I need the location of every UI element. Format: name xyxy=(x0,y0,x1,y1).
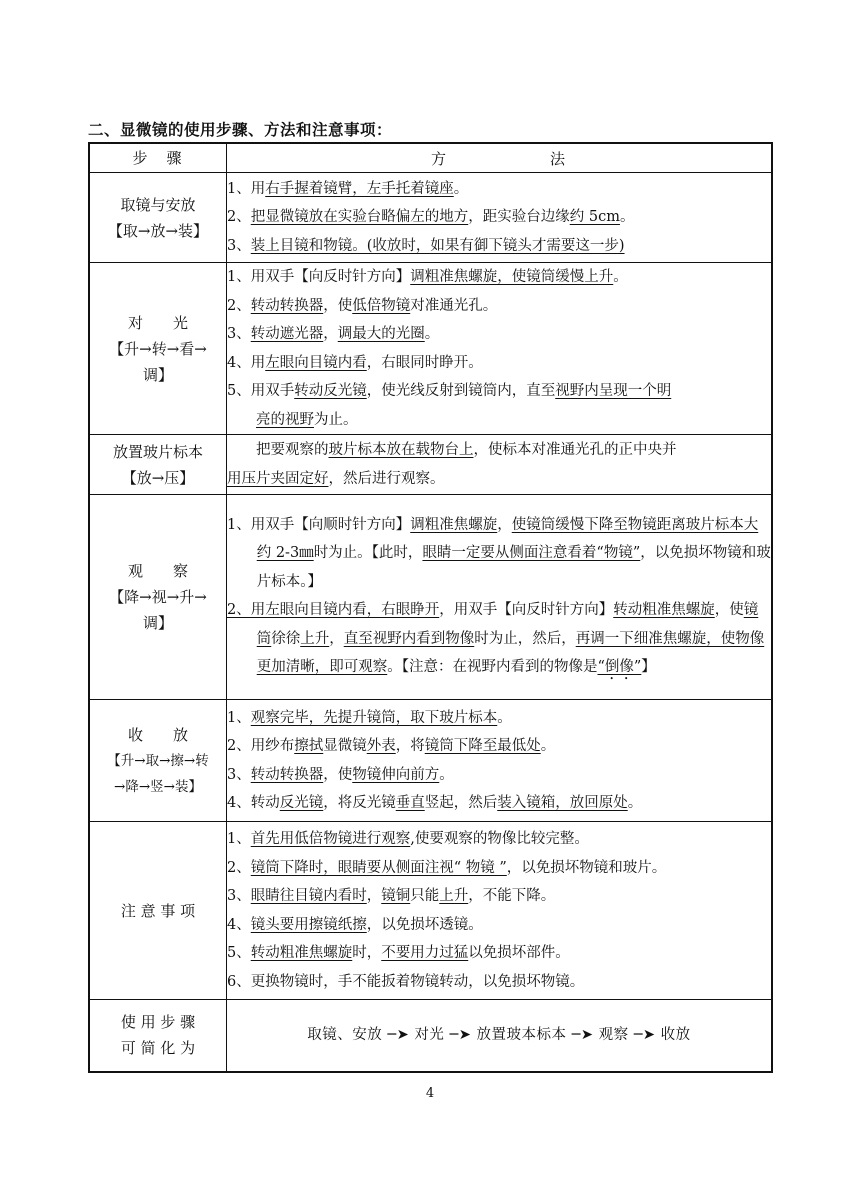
key-point: 眼睛一定要从侧面注意看着“物镜” xyxy=(422,545,641,562)
key-point: 转动转换器 xyxy=(250,766,324,783)
method-line xyxy=(227,825,771,854)
key-point: 观察完毕，先提升镜筒，取下玻片标本 xyxy=(250,709,498,726)
method-cell xyxy=(227,263,773,435)
text: 以免损坏部件。 xyxy=(468,945,570,961)
text: ， xyxy=(366,888,382,904)
key-point: 转动转换器 xyxy=(250,297,324,314)
method-line xyxy=(227,349,771,378)
text: ，不能下降。 xyxy=(468,888,556,904)
method-line xyxy=(227,732,771,761)
text: 。 xyxy=(453,180,469,197)
key-point: 垂直 xyxy=(395,795,425,811)
key-point: 擦拭 xyxy=(294,738,324,754)
text: 4、用 xyxy=(227,354,266,371)
section-heading: 二、显微镜的使用步骤、方法和注意事项： xyxy=(88,121,393,139)
method-line xyxy=(227,292,771,321)
key-point: 镜铜 xyxy=(381,888,411,904)
method-line xyxy=(227,320,771,349)
text: 竖起，然后 xyxy=(424,795,498,811)
text: 时为止。【此时， xyxy=(313,545,423,562)
key-point: 上升 xyxy=(439,888,469,904)
header-step: 步 骤 xyxy=(89,143,227,173)
text: ，使标本对准通光孔的正中央并 xyxy=(473,442,677,458)
key-point: 装入镜箱，放回原处 xyxy=(497,795,628,811)
text: 。 xyxy=(439,766,454,783)
text: 1、用双手【向反时针方向】 xyxy=(227,269,411,285)
step-cell xyxy=(89,495,227,700)
step-name: 使 用 步 骤 xyxy=(120,1013,196,1032)
key-point: 眼睛往目镜内看时 xyxy=(250,888,367,904)
method-line xyxy=(227,704,771,733)
text: ，将 xyxy=(395,738,425,754)
key-point: 上升 xyxy=(300,630,330,647)
table-row xyxy=(89,1000,772,1072)
key-point: 右手握着镜臂，左手托着镜座 xyxy=(265,180,454,197)
table-row xyxy=(89,435,772,495)
step-sequence: 【取→放→装】 xyxy=(107,221,209,240)
key-point: 反光镜 xyxy=(279,795,324,811)
method-line xyxy=(227,263,771,292)
method-line xyxy=(227,911,771,940)
key-point: 转动粗准焦螺旋 xyxy=(250,945,353,961)
key-point: 首先用低倍物镜进行观察 xyxy=(250,831,411,847)
text: 3、 xyxy=(227,888,251,904)
text: 。 xyxy=(497,709,512,726)
text: 3、 xyxy=(227,766,251,783)
key-point: 物镜伸向前方 xyxy=(352,766,440,783)
method-paragraph xyxy=(227,596,771,683)
text: 。 xyxy=(627,795,643,811)
method-line xyxy=(227,968,771,997)
text: ，距实验台边缘 xyxy=(468,209,570,226)
method-line xyxy=(227,175,771,204)
table-row xyxy=(89,700,772,822)
key-point: 外表 xyxy=(366,738,396,754)
table-row xyxy=(89,495,772,700)
key-point: 用压片夹固定好 xyxy=(227,470,329,487)
text: ，右眼同时睁开。 xyxy=(366,354,483,371)
key-point: 视野内呈现一个明 xyxy=(555,383,672,399)
step-cell xyxy=(89,173,227,263)
method-line xyxy=(227,882,771,911)
step-cell xyxy=(89,263,227,435)
method-line xyxy=(227,761,771,790)
method-cell xyxy=(227,495,773,700)
step-sequence: 【升→转→看→ xyxy=(109,339,207,358)
step-name: 注 意 事 项 xyxy=(120,901,196,920)
method-line xyxy=(227,436,771,465)
text: ，使 xyxy=(714,602,744,619)
key-point: 镜头要用擦镜纸擦 xyxy=(250,916,367,933)
text: 5、用双手 xyxy=(227,383,295,399)
text: 2、 xyxy=(227,209,251,226)
step-cell xyxy=(89,822,227,1000)
text: 为止。 xyxy=(314,411,358,428)
text: 。 xyxy=(540,738,556,754)
text: 。【注意：在视野内看到的物像是 xyxy=(387,659,598,676)
text: ，以免损坏物镜和玻片。 xyxy=(506,859,667,876)
text: 只能 xyxy=(410,888,440,904)
text: 。 xyxy=(619,209,635,226)
text: 时， xyxy=(352,945,382,961)
text: 】 xyxy=(641,659,656,676)
key-point: 转动粗准焦螺旋 xyxy=(613,602,715,619)
key-point: 调粗准焦螺旋 xyxy=(410,516,498,533)
key-point: 调粗准焦螺旋，使镜筒缓慢上升 xyxy=(410,269,614,285)
step-sequence: 【降→视→升→ xyxy=(109,588,207,606)
text: ，以免损坏物镜和玻片标本。】 xyxy=(256,545,771,590)
step-name: 观 察 xyxy=(127,562,188,580)
method-line xyxy=(227,232,771,261)
table-row xyxy=(89,822,772,1000)
method-line xyxy=(227,203,771,232)
text: ，以免损坏透镜。 xyxy=(366,916,483,933)
text: 对准通光孔。 xyxy=(410,297,498,314)
text: ，使 xyxy=(323,297,353,314)
key-point: 2、用左眼向目镜内看，右眼睁开 xyxy=(227,602,440,619)
text: ，将反光镜 xyxy=(323,795,396,811)
key-point: 亮的视野 xyxy=(256,411,314,428)
text: 。 xyxy=(424,326,440,342)
text: 徐徐 xyxy=(271,630,301,647)
text: 把要观察的 xyxy=(256,442,329,458)
text: 1、用 xyxy=(227,180,266,197)
microscope-usage-table xyxy=(88,142,773,1073)
method-cell xyxy=(227,435,773,495)
method-line xyxy=(227,465,771,494)
key-point: 约 5cm xyxy=(569,209,620,226)
step-name: 放置玻片标本 xyxy=(112,442,203,461)
key-point: 不要用力过猛 xyxy=(381,945,469,961)
text: 5、 xyxy=(227,945,251,961)
text: 2、 xyxy=(227,859,251,876)
text: ，用双手【向反时针方向】 xyxy=(439,602,614,619)
step-sequence: 【升→取→擦→转 xyxy=(107,752,209,769)
key-point: 再调一下细准焦螺旋，使物像更加清晰，即可观察 xyxy=(256,630,765,676)
step-name: 对 光 xyxy=(127,313,188,332)
text: ， xyxy=(323,326,338,342)
table-row xyxy=(89,263,772,435)
method-line xyxy=(227,406,771,435)
step-name: 收 放 xyxy=(127,725,188,744)
key-point: “倒像” xyxy=(597,659,642,676)
page-number: 4 xyxy=(425,1086,435,1101)
text: 3、 xyxy=(227,326,251,342)
text: 2、用纱布 xyxy=(227,738,295,754)
text: 1、 xyxy=(227,709,251,726)
step-sequence-cont: 调】 xyxy=(142,365,173,384)
text: 。 xyxy=(613,269,628,285)
step-sequence-cont: →降→竖→装】 xyxy=(114,778,202,795)
key-point: 调最大的光圈 xyxy=(337,326,425,342)
step-sequence: 【放→压】 xyxy=(121,468,195,487)
text: 时为止，然后， xyxy=(474,630,576,647)
key-point: 转动反光镜 xyxy=(294,383,367,399)
method-cell xyxy=(227,822,773,1000)
key-point: 使镜筒缓慢下降至物镜距离玻片标本大约 2-3㎜ xyxy=(256,516,759,562)
text: 6、更换物镜时，手不能扳着物镜转动，以免损坏物镜。 xyxy=(227,973,585,990)
text: 1、用双手【向顺时针方向】 xyxy=(227,516,411,533)
method-line xyxy=(227,939,771,968)
table-header-row xyxy=(89,143,772,173)
method-cell xyxy=(227,173,773,263)
method-cell xyxy=(227,700,773,822)
text xyxy=(227,412,256,428)
simplified-flow: 取镜、安放 ─➤ 对光 ─➤ 放置玻本标本 ─➤ 观察 ─➤ 收放 xyxy=(227,1000,773,1072)
method-line xyxy=(227,377,771,406)
method-line xyxy=(227,789,771,818)
key-point: 镜筒下降时，眼睛要从侧面注视“ 物镜 ” xyxy=(250,859,507,876)
key-point: 镜筒下降至最低处 xyxy=(424,738,541,754)
key-point: 低倍物镜 xyxy=(352,297,411,314)
text: ,使要观察的物像比较完整。 xyxy=(410,831,589,847)
text: ，然后进行观察。 xyxy=(328,470,445,487)
text: ， xyxy=(497,516,512,533)
text: 显微镜 xyxy=(323,738,367,754)
step-name: 取镜与安放 xyxy=(120,195,196,214)
key-point: 直至视野内看到物像 xyxy=(343,630,475,647)
key-point: 玻片标本放在载物台上 xyxy=(328,442,474,458)
method-line xyxy=(227,854,771,883)
key-point: 装上目镜和物镜。(收放时，如果有御下镜头才需要这一步) xyxy=(250,237,625,254)
header-method: 方 法 xyxy=(227,143,773,173)
text: 4、转动 xyxy=(227,795,280,811)
key-point: 镜筒 xyxy=(256,602,759,647)
step-sequence-cont: 调】 xyxy=(142,614,173,632)
key-point: 转动遮光器 xyxy=(250,326,324,342)
text: 2、 xyxy=(227,297,251,314)
text: ，使 xyxy=(323,766,353,783)
step-name-cont: 可 简 化 为 xyxy=(120,1039,196,1058)
text: 1、 xyxy=(227,831,251,847)
text: 4、 xyxy=(227,916,251,933)
step-cell xyxy=(89,435,227,495)
text: 3、 xyxy=(227,237,251,254)
key-point: 把显微镜放在实验台略偏左的地方 xyxy=(250,209,469,226)
table-row xyxy=(89,173,772,263)
method-paragraph xyxy=(227,511,771,597)
key-point: 左眼向目镜内看 xyxy=(265,354,367,371)
step-cell xyxy=(89,700,227,822)
text: ，使光线反射到镜筒内，直至 xyxy=(366,383,556,399)
text: ， xyxy=(329,630,344,647)
step-cell xyxy=(89,1000,227,1072)
